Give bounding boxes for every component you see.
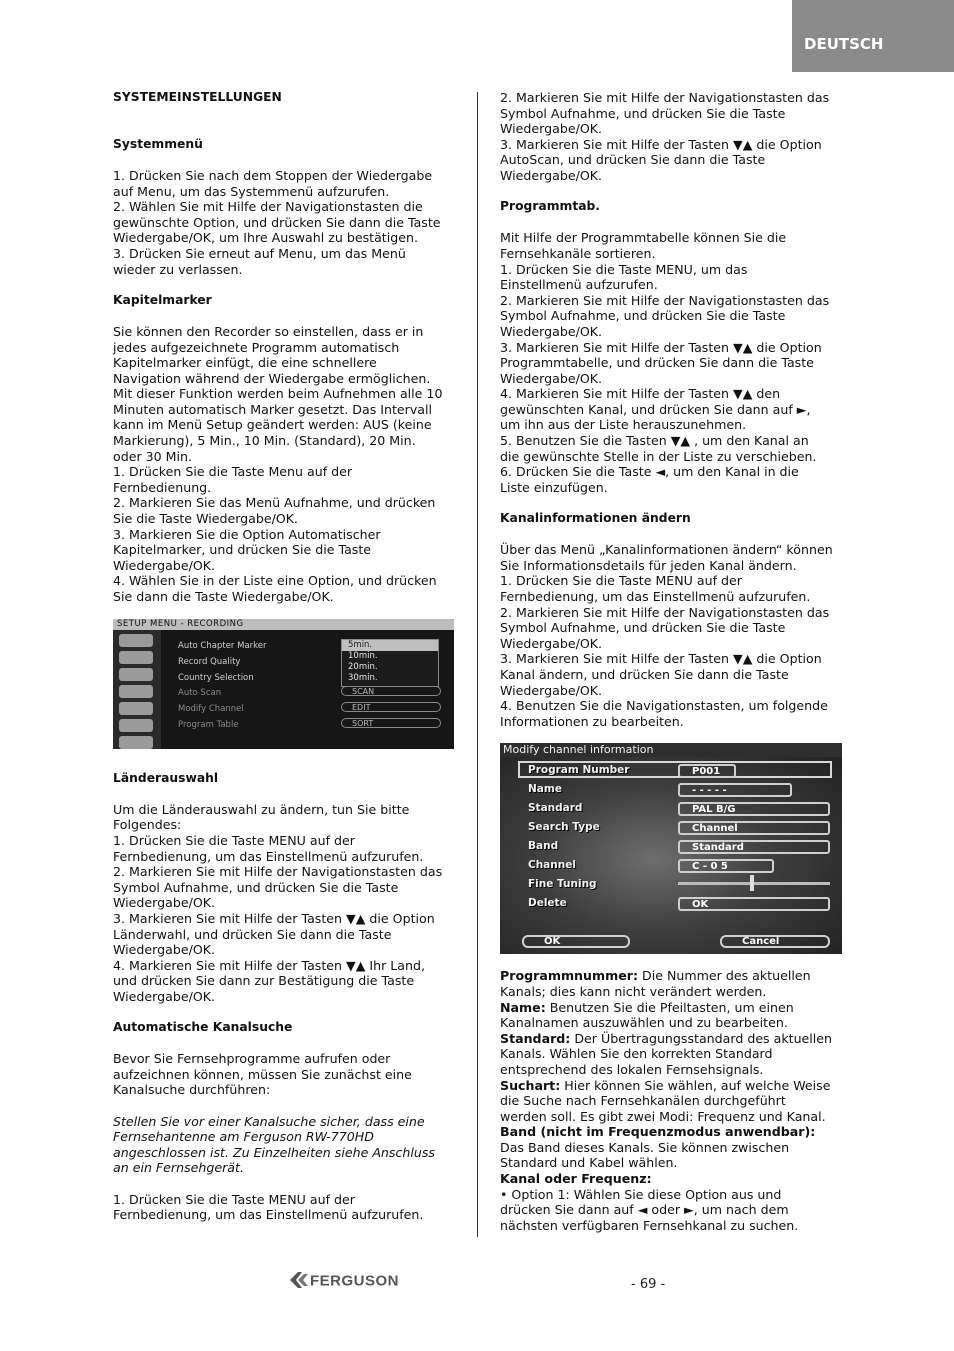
setup-menu-title: SETUP MENU - RECORDING	[113, 619, 454, 630]
text-automatische-kanalsuche: Bevor Sie Fernsehprogramme aufrufen oder aufzeichnen können, müssen Sie zunächst eine Kanalsuche durchführen:	[113, 1051, 412, 1098]
def-desc: Hier können Sie wählen, auf welche Weise die Suche nach Fernsehkanälen durchgeführt werden soll. Es gibt zwei Modi: Frequenz und Kanal.	[500, 1077, 831, 1124]
setup-icon-bar	[113, 630, 161, 749]
page-number: - 69 -	[631, 1277, 666, 1292]
def-programmnummer	[500, 968, 842, 999]
def-desc: Das Band dieses Kanals. Sie können zwischen Standard und Kabel wählen.	[500, 1139, 790, 1171]
language-icon	[119, 685, 153, 698]
def-standard	[500, 1031, 842, 1078]
column-divider	[477, 92, 478, 1237]
def-desc: Die Nummer des aktuellen Kanals; dies kann nicht verändert werden.	[500, 968, 811, 999]
edit-button: EDIT	[341, 702, 441, 712]
def-term: Suchart:	[500, 1077, 561, 1093]
label-name: Name	[528, 783, 562, 796]
option-auto-chapter-marker: Auto Chapter Marker	[178, 640, 267, 651]
def-term: Name:	[500, 999, 546, 1015]
recording-icon	[119, 651, 153, 664]
text-kanalinformationen: Über das Menü „Kanalinformationen ändern“ können Sie Informationsdetails für jeden Kanal ändern. 1. Drücken Sie die Taste MENU auf der Fernbedienung, um das Einstellmenü aufzurufen. 2. Markieren Sie mit Hilfe der Navigationstasten das Symbol Aufnahme, und drücken Sie die Taste Wiedergabe/OK. 3. Markieren Sie mit Hilfe der Tasten ▼▲ die Option Kanal ändern, und drücken Sie dann die Taste Wiedergabe/OK. 4. Benutzen Sie die Navigationstasten, um folgende Informationen zu bearbeiten.	[500, 542, 833, 729]
def-term: Standard:	[500, 1030, 571, 1046]
option-record-quality: Record Quality	[178, 656, 241, 667]
def-term: Band (nicht im Frequenzmodus anwendbar):	[500, 1124, 816, 1140]
program-number-field: P001	[678, 764, 736, 778]
def-name	[500, 1000, 842, 1031]
list-item: 20min.	[348, 661, 378, 672]
right-column	[500, 90, 842, 1233]
section-title: SYSTEMEINSTELLUNGEN	[113, 90, 282, 104]
band-field: Standard	[678, 840, 830, 854]
option-country-selection: Country Selection	[178, 672, 254, 683]
def-kanal-frequenz	[500, 1171, 842, 1233]
delete-ok-field: OK	[678, 897, 830, 911]
label-program-number: Program Number	[528, 764, 630, 777]
label-delete: Delete	[528, 897, 567, 910]
setup-menu-screenshot	[113, 619, 454, 749]
fine-tuning-slider	[678, 882, 830, 885]
heading-laenderauswahl: Länderauswahl	[113, 770, 219, 785]
def-suchart	[500, 1078, 842, 1125]
ok-button: OK	[522, 935, 630, 948]
video-icon	[119, 719, 153, 732]
def-band	[500, 1124, 842, 1171]
list-item: 30min.	[348, 672, 378, 683]
option-program-table: Program Table	[178, 719, 239, 730]
option-auto-scan: Auto Scan	[178, 687, 222, 698]
fine-tuning-knob	[750, 875, 754, 891]
heading-kanalinformationen: Kanalinformationen ändern	[500, 511, 691, 526]
cancel-button: Cancel	[720, 935, 830, 948]
audio-icon	[119, 668, 153, 681]
modify-channel-screenshot	[500, 743, 842, 954]
def-desc: • Option 1: Wählen Sie diese Option aus und drücken Sie dann auf ◄ oder ►, um nach dem nächsten verfügbaren Fernsehkanal zu suchen.	[500, 1186, 799, 1233]
text-autoscan-continued: 2. Markieren Sie mit Hilfe der Navigationstasten das Symbol Aufnahme, und drücken Sie die Taste Wiedergabe/OK. 3. Markieren Sie mit Hilfe der Tasten ▼▲ die Option AutoScan, und drücken Sie dann die Taste Wiedergabe/OK.	[500, 90, 830, 183]
heading-automatische-kanalsuche: Automatische Kanalsuche	[113, 1020, 293, 1035]
label-channel: Channel	[528, 859, 576, 872]
text-kapitelmarker: Sie können den Recorder so einstellen, dass er in jedes aufgezeichnete Programm automatisch Kapitelmarker einfügt, die eine schnellere Navigation während der Wiedergabe ermöglichen. Mit dieser Funktion werden beim Aufnehmen alle 10 Minuten automatisch Marker gesetzt. Das Intervall kann im Menü Setup geändert werden: AUS (keine Markierung), 5 Min., 10 Min. (Standard), 20 Min. oder 30 Min. 1. Drücken Sie die Taste Menu auf der Fernbedienung. 2. Markieren Sie das Menü Aufnahme, und drücken Sie die Taste Wiedergabe/OK. 3. Markieren Sie die Option Automatischer Kapitelmarker, und drücken Sie die Taste Wiedergabe/OK. 4. Wählen Sie in der Liste eine Option, und drücken Sie dann die Taste Wiedergabe/OK.	[113, 323, 443, 604]
label-search-type: Search Type	[528, 821, 600, 834]
channel-field: C - 0 5	[678, 859, 774, 873]
parental-icon	[119, 702, 153, 715]
option-modify-channel: Modify Channel	[178, 703, 244, 714]
heading-programmtab: Programmtab.	[500, 199, 600, 214]
def-term: Programmnummer:	[500, 968, 639, 984]
disc-icon	[119, 736, 153, 749]
text-programmtab: Mit Hilfe der Programmtabelle können Sie die Fernsehkanäle sortieren. 1. Drücken Sie die Taste MENU, um das Einstellmenü aufzurufen. 2. Markieren Sie mit Hilfe der Navigationstasten das Symbol Aufnahme, und drücken Sie die Taste Wiedergabe/OK. 3. Markieren Sie mit Hilfe der Tasten ▼▲ die Option Programmtabelle, und drücken Sie dann die Taste Wiedergabe/OK. 4. Markieren Sie mit Hilfe der Tasten ▼▲ den gewünschten Kanal, und drücken Sie dann auf ►, um ihn aus der Liste herauszunehmen. 5. Benutzen Sie die Tasten ▼▲ , um den Kanal an die gewünschte Stelle in der Liste zu verschieben. 6. Drücken Sie die Taste ◄, um den Kanal in die Liste einzufügen.	[500, 230, 830, 495]
label-standard: Standard	[528, 802, 583, 815]
text-systemmenu: 1. Drücken Sie nach dem Stoppen der Wiedergabe auf Menu, um das Systemmenü aufzurufen. 2. Wählen Sie mit Hilfe der Navigationstasten die gewünschte Option, und drücken Sie dann die Taste Wiedergabe/OK, um Ihre Auswahl zu bestätigen. 3. Drücken Sie erneut auf Menu, um das Menü wieder zu verlassen.	[113, 167, 441, 277]
heading-kapitelmarker: Kapitelmarker	[113, 292, 212, 307]
standard-field: PAL B/G	[678, 802, 830, 816]
text-kanalsuche-step1: 1. Drücken Sie die Taste MENU auf der Fernbedienung, um das Einstellmenü aufzurufen.	[113, 1191, 424, 1223]
name-field: - - - - -	[678, 783, 792, 797]
chapter-interval-list	[341, 639, 439, 687]
label-band: Band	[528, 840, 559, 853]
system-icon	[119, 634, 153, 647]
ferguson-logo	[288, 1270, 438, 1290]
sort-button: SORT	[341, 718, 441, 728]
language-tab: DEUTSCH	[792, 0, 954, 72]
def-desc: Der Übertragungsstandard des aktuellen Kanals. Wählen Sie den korrekten Standard entsprechend des lokalen Fernsehsignals.	[500, 1030, 833, 1077]
definitions-list	[500, 968, 842, 1233]
label-fine-tuning: Fine Tuning	[528, 878, 597, 891]
def-desc: Benutzen Sie die Pfeiltasten, um einen Kanalnamen auszuwählen und zu bearbeiten.	[500, 999, 794, 1031]
search-type-field: Channel	[678, 821, 830, 835]
heading-systemmenu: Systemmenü	[113, 136, 203, 151]
list-item: 10min.	[348, 650, 378, 661]
note-antenna: Stellen Sie vor einer Kanalsuche sicher, dass eine Fernsehantenne am Ferguson RW-770HD angeschlossen ist. Zu Einzelheiten siehe Anschluss an ein Fernsehgerät.	[113, 1113, 435, 1176]
logo-text: FERGUSON	[310, 1272, 400, 1290]
list-item: 5min.	[342, 640, 438, 651]
modify-channel-title: Modify channel information	[500, 743, 842, 757]
def-term: Kanal oder Frequenz:	[500, 1171, 652, 1187]
left-column	[113, 90, 455, 1223]
text-laenderauswahl: Um die Länderauswahl zu ändern, tun Sie bitte Folgendes: 1. Drücken Sie die Taste MENU auf der Fernbedienung, um das Einstellmenü aufzurufen. 2. Markieren Sie mit Hilfe der Navigationstasten das Symbol Aufnahme, und drücken Sie die Taste Wiedergabe/OK. 3. Markieren Sie mit Hilfe der Tasten ▼▲ die Option Länderwahl, und drücken Sie dann die Taste Wiedergabe/OK. 4. Markieren Sie mit Hilfe der Tasten ▼▲ Ihr Land, und drücken Sie dann zur Bestätigung die Taste Wiedergabe/OK.	[113, 801, 443, 1004]
scan-button: SCAN	[341, 686, 441, 696]
logo-mark-inner	[298, 1274, 308, 1286]
